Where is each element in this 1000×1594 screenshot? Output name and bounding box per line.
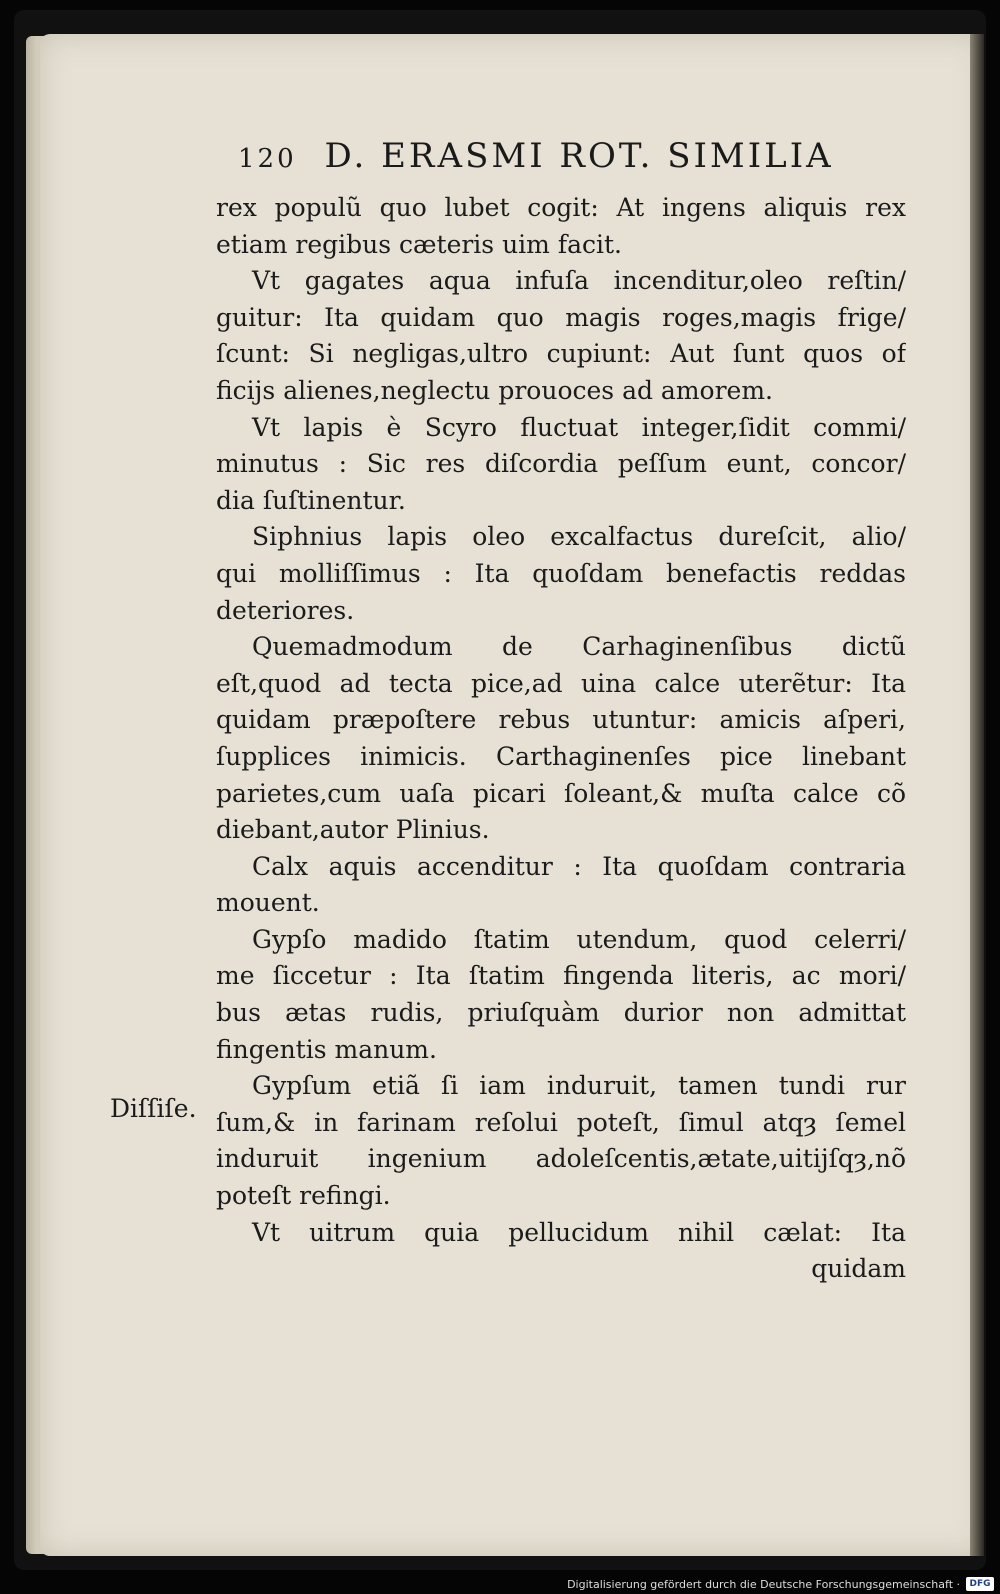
text-line: ſcunt: Si negligas,ultro cupiunt: Aut ſunt quos of bbox=[216, 339, 906, 369]
text-line: fingentis manum. bbox=[216, 1034, 437, 1064]
text-line: dia ſuſtinentur. bbox=[216, 485, 406, 515]
text-line: ficijs alienes,neglectu prouoces ad amorem. bbox=[216, 375, 773, 405]
margin-note: Diſſiſe. bbox=[110, 1094, 197, 1123]
text-line: minutus : Sic res diſcordia peſſum eunt, concor/ bbox=[216, 449, 906, 479]
catchword: quidam bbox=[811, 1254, 906, 1284]
text-line: Gypſum etiã ſi iam induruit, tamen tundi rur bbox=[252, 1071, 906, 1101]
text-line: etiam regibus cæteris uim facit. bbox=[216, 229, 622, 259]
body-text bbox=[216, 190, 906, 1288]
text-line: Vt gagates aqua infuſa incenditur,oleo reſtin/ bbox=[252, 266, 906, 296]
text-line: bus ætas rudis, priuſquàm durior non admittat bbox=[216, 998, 906, 1028]
text-line: poteſt refingi. bbox=[216, 1181, 391, 1211]
text-line: parietes,cum uaſa picari ſoleant,& muſta calce cõ bbox=[216, 778, 906, 808]
book-spine bbox=[970, 34, 984, 1556]
text-line: mouent. bbox=[216, 888, 320, 918]
text-line: qui molliſſimus : Ita quoſdam benefactis reddas bbox=[216, 558, 906, 588]
text-line: diebant,autor Plinius. bbox=[216, 815, 490, 845]
text-line: deteriores. bbox=[216, 595, 355, 625]
dfg-logo-icon: DFG bbox=[966, 1577, 994, 1591]
text-line: quidam præpoſtere rebus utuntur: amicis aſperi, bbox=[216, 705, 906, 735]
text-line: Gypſo madido ſtatim utendum, quod celerri/ bbox=[252, 924, 906, 954]
text-line: Quemadmodum de Carhaginenſibus dictũ bbox=[252, 632, 906, 662]
text-line: induruit ingenium adoleſcentis,ætate,uitijſqȝ,nõ bbox=[216, 1144, 906, 1174]
running-header bbox=[238, 136, 878, 176]
text-line: guitur: Ita quidam quo magis roges,magis frige/ bbox=[216, 302, 906, 332]
text-line: eſt,quod ad tecta pice,ad uina calce uterẽtur: Ita bbox=[216, 668, 906, 698]
text-line: Vt uitrum quia pellucidum nihil cælat: Ita bbox=[252, 1217, 906, 1247]
footer-credit: Digitalisierung gefördert durch die Deutsche Forschungsgemeinschaft · bbox=[567, 1578, 960, 1591]
text-line: Calx aquis accenditur : Ita quoſdam contraria bbox=[252, 851, 906, 881]
running-title: D. ERASMI ROT. SIMILIA bbox=[324, 136, 834, 176]
text-line: rex populũ quo lubet cogit: At ingens aliquis rex bbox=[216, 193, 906, 222]
text-line: Siphnius lapis oleo excalfactus dureſcit, alio/ bbox=[252, 522, 906, 552]
text-line: ſupplices inimicis. Carthaginenſes pice linebant bbox=[216, 741, 906, 771]
text-line: Vt lapis è Scyro fluctuat integer,ſidit commi/ bbox=[252, 412, 906, 442]
text-line: me ſiccetur : Ita ſtatim fingenda literis, ac mori/ bbox=[216, 961, 906, 991]
page-number: 120 bbox=[238, 144, 297, 174]
text-line: ſum,& in farinam reſolui poteſt, ſimul atqȝ ſemel bbox=[216, 1107, 906, 1137]
